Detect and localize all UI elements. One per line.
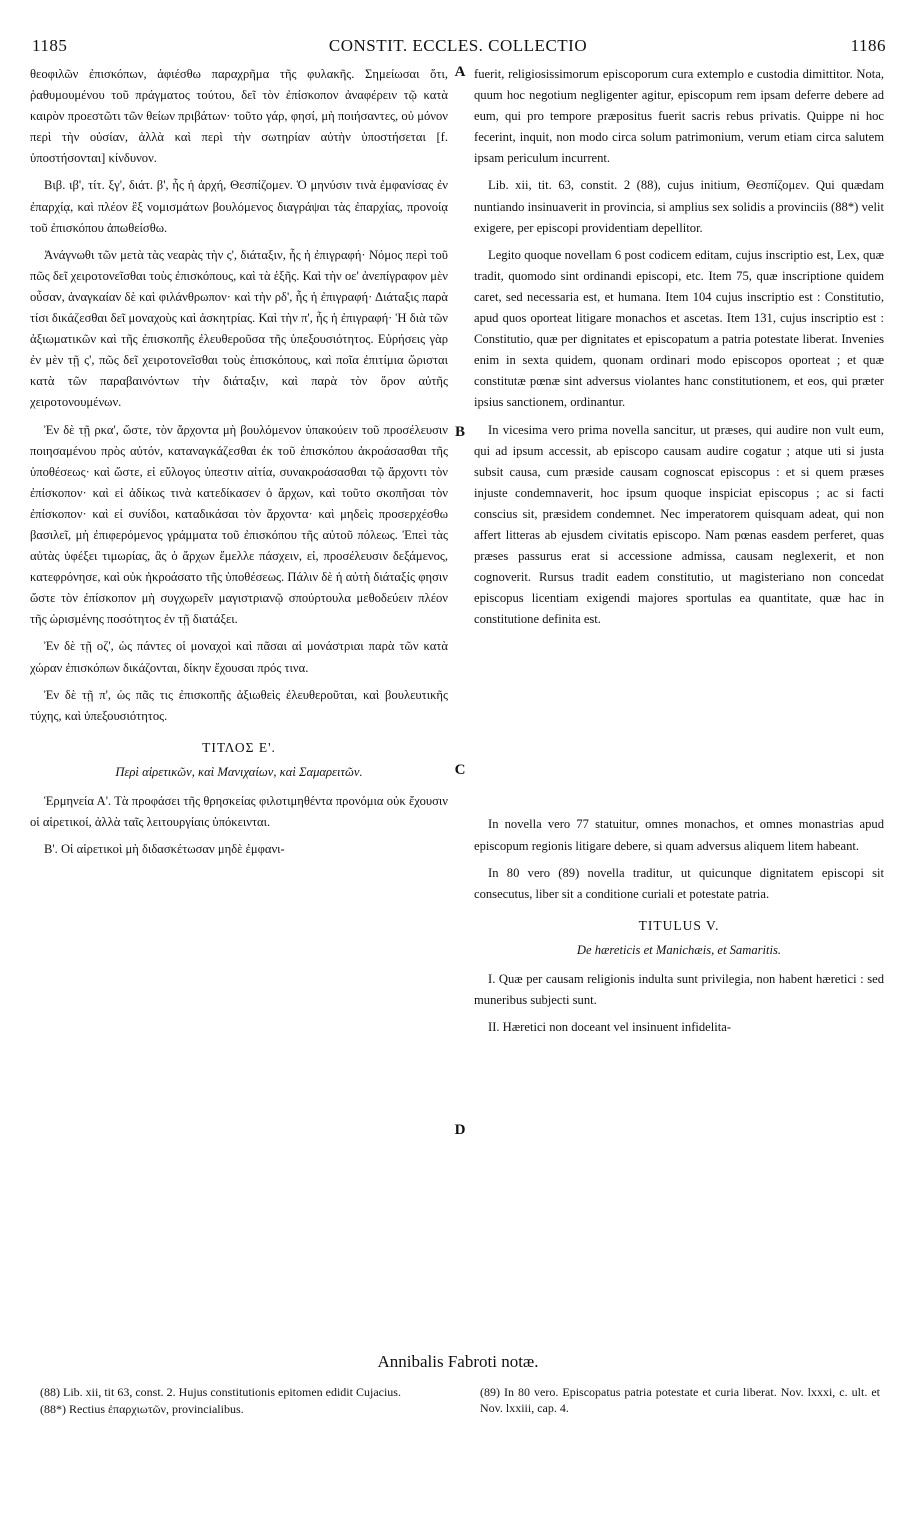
latin-paragraph-4: In vicesima vero prima novella sancitur, ut præses, qui audire non vult eum, qui ad ipsum accessit, ab episcopo causam audire cogatur ; atque uti si justa subsit causa, cum præside causam cognoscat episcopus : et si quem præses injuste condemnaverit, hoc ipsum quoque inspiciat episcopus ; ac si facti conscius sit, præsidem condemnet. Nec imperatorem quisquam adeat, qui non affert litteras ab ejusdem civitatis episcopo. Nam pœnas easdem perferet, quas præses passurus erat si accessione admissa, causam neglexerit, et non cognoverit. Rursus tradit eadem constitutio, ut magisteriano non concedat episcopus licentiam exigendi majores sportulas ea quantitate, quæ hac in constitutione definita est. xyxy=(474,422,884,627)
greek-paragraph-1: θεοφιλῶν ἐπισκόπων, ἀφιέσθω παραχρῆμα τῆς φυλακῆς. Σημείωσαι ὅτι, ῥαθυμουμένου τοῦ πράγματος τούτου, δεῖ τὸν ἐπίσκοπον ἀναφέρειν τῷ κατὰ καιρὸν προεστῶτι τῶν θείων πριβάτων· τοῦτο γάρ, φησί, μὴ ποιήσαντες, οὐ μόνον περὶ τὴν οὐσίαν, ἀλλὰ καὶ περὶ τὴν σωτηρίαν αὐτὴν ὑποστήσεται [f. ὑποστήσονται] κίνδυνον. xyxy=(30,67,448,166)
greek-subtitle: Περὶ αἱρετικῶν, καὶ Μανιχαίων, καὶ Σαμαρειτῶν. xyxy=(115,764,363,779)
notes-title: Annibalis Fabroti notæ. xyxy=(377,1352,539,1371)
greek-paragraph-5: Ἐν δὲ τῇ οζ', ὡς πάντες οἱ μοναχοὶ καὶ πᾶσαι αἱ μονάστριαι παρὰ τῶν κατὰ χώραν ἐπισκόπων δικάζονται, δίκην ἔχουσαι πρός τινα. xyxy=(30,639,448,675)
greek-paragraph-3: Ἀνάγνωθι τῶν μετὰ τὰς νεαρὰς τὴν ς', διάταξιν, ἧς ἡ ἐπιγραφή· Νόμος περὶ τοῦ πῶς δεῖ χειροτονεῖσθαι τοὺς ἐπισκόπους, καὶ τὰ ἑξῆς. Καὶ τὴν οε' ἀνεπίγραφον μὲν οὖσαν, ἀναγκαίαν δὲ καὶ φιλάνθρωπον· καὶ τὴν ρδ', ἧς ἡ ἐπιγραφή· Διάταξις παρὰ τίσι δικάζεσθαι δεῖ μοναχοὺς καὶ ἀσκητρίας. Καὶ τὴν π', ἧς ἡ ἐπιγραφή· Ἡ διὰ τῶν ἀξιωματικῶν καὶ τῆς ἐπισκοπῆς ἐλευθεροῦσα τῆς ὑπεξουσιότητος. Εὑρήσεις γὰρ ἐν μὲν τῇ ς', πῶς δεῖ χειροτονεῖσθαι τοὺς ἐπισκόπους, καὶ ποῖα ἐπιτίμια ὥρισται κατὰ τῶν παραβαινόντων τὴν διάταξιν, καὶ παρὰ τὸν ὅρον αὐτῆς χειροτονουμένων. xyxy=(30,247,448,410)
greek-paragraph-2: Βιβ. ιβ', τίτ. ξγ', διάτ. β', ἧς ἡ ἀρχή, Θεσπίζομεν. Ὁ μηνύσιν τινὰ ἐμφανίσας ἐν ἐπαρχίᾳ, καὶ πλέον ἓξ νομισμάτων βουλόμενος διαγράψαι τὰς ἐπαρχίας, προνοίᾳ τοῦ ἐπισκόπου ἀπωθείσθω. xyxy=(30,178,448,235)
notes-left xyxy=(40,1384,440,1418)
latin-paragraph-7: I. Quæ per causam religionis indulta sunt privilegia, non habent hæretici : sed muneribus subjecti sunt. xyxy=(474,972,884,1008)
page-number-right: 1186 xyxy=(850,36,886,55)
greek-paragraph-6: Ἐν δὲ τῇ π', ὡς πᾶς τις ἐπισκοπῆς ἀξιωθεὶς ἐλευθεροῦται, καὶ βουλευτικῆς τύχης, καὶ ὑπεξουσιότητος. xyxy=(30,687,448,723)
latin-paragraph-8: II. Hæretici non doceant vel insinuent infidelita- xyxy=(488,1020,732,1035)
latin-column xyxy=(474,64,884,1044)
greek-paragraph-4: Ἐν δὲ τῇ ρκα', ὥστε, τὸν ἄρχοντα μὴ βουλόμενον ὑπακούειν τοῦ προσέλευσιν ποιησαμένου πρὸς αὐτόν, καταναγκάζεσθαι ἐκ τοῦ ἐπισκόπου ἀκροάσασθαι τῆς ὑποθέσεως· καὶ ὥστε, εἰ εὔλογος ὑπεστιν αἰτία, συνακροάσασθαι τῷ ἄρχοντι τὸν ἐπίσκοπον· καὶ εἰ ἀδίκως τινὰ κατεδίκασεν ὁ ἄρχων, καὶ τοῦτο σκοπῆσαι τὸν ἐπίσκοπον· καὶ εἰ συνίδοι, καταδικάσαι τὸν ἄρχοντα· καὶ μηδεὶς προσερχέσθω βασιλεῖ, μὴ ἐπιφερόμενος γράμματα τοῦ ἐπισκόπου τῆς αὐτοῦ πόλεως. Ἐπεὶ τὰς αὐτὰς ὑφέξει τιμωρίας, ἃς ὁ ἄρχων ἔμελλε πάσχειν, εἰ, προσέλευσιν δεξάμενος, κατεφρόνησε, καὶ οὐκ ἠκροάσατο τῆς ὑποθέσεως. Πάλιν δὲ ἡ αὐτὴ διάταξίς φησιν ὥστε τὸν ἐπίσκοπον μὴ συγχωρεῖν μαγιστριανῷ σπούρτουλα μεθοδεύειν πλέον τῆς ὡρισμένης ποσότητος ἐν τῇ διατάξει. xyxy=(30,422,448,627)
page-number-left: 1185 xyxy=(32,36,68,55)
column-spacer xyxy=(474,636,884,814)
margin-letter-b: B xyxy=(454,424,465,440)
greek-column xyxy=(30,64,448,866)
latin-subtitle: De hæreticis et Manichæis, et Samaritis. xyxy=(576,942,782,957)
margin-letter-a: A xyxy=(454,64,466,80)
note-89: (89) In 80 vero. Episcopatus patria potestate et curia liberat. Nov. lxxxi, c. ult. et Nov. lxxiii, cap. 4. xyxy=(480,1385,880,1415)
latin-title: TITULUS V. xyxy=(638,917,720,933)
note-88: (88) Lib. xii, tit 63, const. 2. Hujus constitutionis epitomen edidit Cujacius. xyxy=(40,1385,401,1399)
greek-paragraph-7: Ἑρμηνεία Α'. Τὰ προφάσει τῆς θρησκείας φιλοτιμηθέντα προνόμια οὐκ ἔχουσιν οἱ αἱρετικοί, ἀλλὰ ταῖς λειτουργίαις ὑπόκεινται. xyxy=(30,794,448,830)
notes-right xyxy=(480,1384,880,1417)
latin-paragraph-3: Legito quoque novellam 6 post codicem editam, cujus inscriptio est, Lex, quæ tradit, quomodo sint ordinandi episcopi, etc. Item 75, quæ inscriptione quidem caret, sed necessaria est, et humana. Item 104 cujus inscriptio est : Constitutio, apud quos oporteat litigare monachos et ascetas. Item 131, cujus inscriptio est : Constitutio, quæ per dignitates et episcopatum a patria potestate liberat. Invenies enim in sexta quidem, quonam ordinari modo episcopos oporteat ; et quæ constitutæ pœnæ sint adversus violantes hanc constitutionem, et eos, qui præter ipsius sanctionem, ordinantur. xyxy=(474,247,884,410)
margin-letter-c: C xyxy=(454,762,466,778)
latin-paragraph-1: fuerit, religiosissimorum episcoporum cura extemplo e custodia dimittitor. Nota, quum hoc negotium negligenter agitur, episcopum rem ipsam deferre debere ad eum, qui pro tempore præpositus fuerit sacris rebus privatis. Quippe ni hoc fecerint, inquit, non modo circa solum patrimonium, verum etiam circa salutem ipsam periculum incurrent. xyxy=(474,67,884,166)
note-88-star: (88*) Rectius ἐπαρχιωτῶν, provincialibus. xyxy=(40,1402,244,1416)
latin-paragraph-6: In 80 vero (89) novella traditur, ut quicunque dignitatem episcopi sit consecutus, liber sit a conditione curiali et potestate patria. xyxy=(474,865,884,901)
latin-paragraph-2: Lib. xii, tit. 63, constit. 2 (88), cujus initium, Θεσπίζομεν. Qui quædam nuntiando insinuaverit in provincia, si amplius sex solidis a provinciis (88*) velit exigere, per episcopi providentiam depellitor. xyxy=(474,178,884,235)
page-header xyxy=(30,36,886,60)
running-title: CONSTIT. ECCLES. COLLECTIO xyxy=(328,36,588,55)
margin-letter-d: D xyxy=(454,1122,466,1138)
greek-title: ΤΙΤΛΟΣ Ε'. xyxy=(202,739,276,755)
greek-paragraph-8: Β'. Οἱ αἱρετικοὶ μὴ διδασκέτωσαν μηδὲ ἐμφανι- xyxy=(44,842,285,857)
latin-paragraph-5: In novella vero 77 statuitur, omnes monachos, et omnes monastrias apud episcopum regionis litigare debere, si quam adversus aliquem litem habeant. xyxy=(474,817,884,853)
